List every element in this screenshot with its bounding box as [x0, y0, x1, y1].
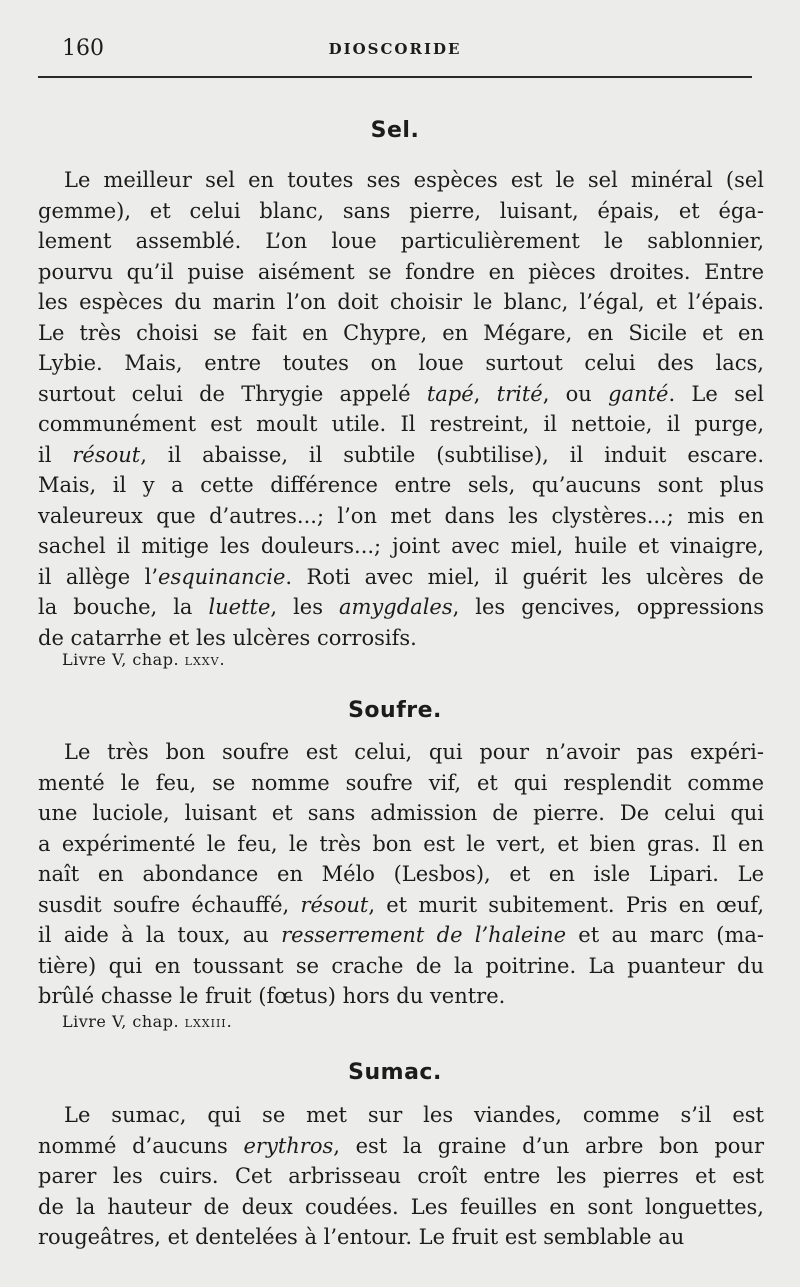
text-line: nommé d’aucuns erythros, est la graine d’un arbre bon pour	[38, 1133, 764, 1158]
section-title-sel: Sel.	[370, 118, 420, 143]
text-line: la bouche, la luette, les amygdales, les gencives, oppressions	[38, 595, 765, 619]
text-line: parer les cuirs. Cet arbrisseau croît entre les pierres et est	[38, 1164, 764, 1188]
text-line: Mais, il y a cette différence entre sels, qu’aucuns sont plus	[38, 473, 764, 497]
text-line: communément est moult utile. Il restreint, il nettoie, il purge,	[38, 412, 764, 436]
section-body-sumac	[38, 1100, 764, 1253]
text-line: Le sumac, qui se met sur les viandes, comme s’il est	[64, 1103, 764, 1127]
chapter-reference-soufre	[62, 1012, 233, 1031]
text-line: rougeâtres, et dentelées à l’entour. Le fruit est semblable au	[38, 1225, 685, 1249]
text-line: il allège l’esquinancie. Roti avec miel, il guérit les ulcères de	[38, 564, 764, 589]
section-body-soufre	[38, 737, 764, 1012]
text-line: il aide à la toux, au resserrement de l’haleine et au marc (ma-	[38, 923, 764, 947]
text-line: susdit soufre échauffé, résout, et murit subitement. Pris en œuf,	[38, 892, 765, 917]
text-line: Lybie. Mais, entre toutes on loue surtout celui des lacs,	[38, 351, 764, 375]
text-line: une luciole, luisant et sans admission de pierre. De celui qui	[38, 801, 764, 825]
text-line: Le très bon soufre est celui, qui pour n’avoir pas expéri-	[64, 740, 764, 764]
text-line: de la hauteur de deux coudées. Les feuilles en sont longuettes,	[38, 1194, 764, 1219]
text-line: de catarrhe et les ulcères corrosifs.	[38, 625, 417, 650]
text-line: Le très choisi se fait en Chypre, en Mégare, en Sicile et en	[38, 320, 764, 345]
reference-chapter: lxxiii.	[184, 1012, 233, 1031]
section-title-soufre: Soufre.	[348, 698, 442, 723]
text-line: sachel il mitige les douleurs...; joint avec miel, huile et vinaigre,	[38, 534, 764, 558]
running-title: DIOSCORIDE	[328, 40, 462, 58]
section-body-sel	[38, 165, 764, 653]
reference-prefix: Livre V, chap.	[62, 650, 180, 669]
text-line: tière) qui en toussant se crache de la poitrine. La puanteur du	[38, 953, 764, 978]
text-line: valeureux que d’autres...; l’on met dans les clystères...; mis en	[38, 503, 764, 528]
page-header	[38, 34, 752, 64]
header-rule	[38, 76, 752, 78]
text-line: lement assemblé. L’on loue particulièrement le sablonnier,	[38, 229, 764, 253]
section-title-sumac: Sumac.	[348, 1060, 442, 1085]
text-line: gemme), et celui blanc, sans pierre, luisant, épais, et éga-	[38, 198, 764, 223]
page-number: 160	[62, 36, 104, 61]
text-line: pourvu qu’il puise aisément se fondre en pièces droites. Entre	[38, 259, 764, 284]
reference-prefix: Livre V, chap.	[62, 1012, 180, 1031]
text-line: Le meilleur sel en toutes ses espèces est le sel minéral (sel	[64, 168, 764, 192]
chapter-reference-sel	[62, 650, 226, 669]
text-line: surtout celui de Thrygie appelé tapé, trité, ou ganté. Le sel	[38, 381, 765, 406]
reference-chapter: lxxv.	[184, 650, 226, 669]
text-line: brûlé chasse le fruit (fœtus) hors du ventre.	[38, 984, 506, 1008]
text-line: menté le feu, se nomme soufre vif, et qui resplendit comme	[38, 770, 764, 795]
text-line: il résout, il abaisse, il subtile (subtilise), il induit escare.	[38, 442, 765, 467]
text-line: a expérimenté le feu, le très bon est le vert, et bien gras. Il en	[38, 831, 764, 856]
text-line: les espèces du marin l’on doit choisir le blanc, l’égal, et l’épais.	[38, 290, 764, 314]
text-line: naît en abondance en Mélo (Lesbos), et en isle Lipari. Le	[38, 862, 764, 886]
